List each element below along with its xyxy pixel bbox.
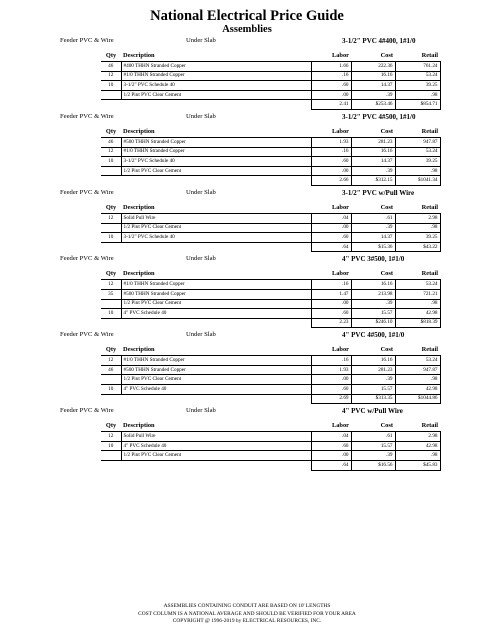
total-retail: $45.83 (395, 461, 440, 471)
col-cost-header: Cost (351, 421, 395, 432)
col-cost-header: Cost (351, 51, 395, 62)
labor-cell: .00 (311, 223, 351, 233)
total-retail: $1041.34 (395, 176, 440, 186)
labor-cell: 1.93 (311, 137, 351, 147)
qty-cell: 46 (101, 62, 121, 72)
total-retail: $854.71 (395, 100, 440, 110)
description-cell: Solid Pull Wire (121, 213, 311, 223)
assembly-sections (60, 35, 440, 472)
col-labor-header: Labor (311, 203, 351, 214)
section-header (60, 329, 440, 341)
cost-cell: 15.57 (351, 309, 395, 319)
section-header (60, 187, 440, 199)
retail-cell: .98 (395, 451, 440, 461)
col-retail-header: Retail (395, 421, 440, 432)
labor-cell: .16 (311, 71, 351, 81)
qty-cell: 10 (101, 81, 121, 91)
total-retail: $43.22 (395, 242, 440, 252)
labor-cell: .60 (311, 157, 351, 167)
labor-cell: .00 (311, 166, 351, 176)
total-cost: $246.10 (351, 318, 395, 328)
col-description-header: Description (121, 269, 311, 280)
footer-line: COPYRIGHT @ 1996-2019 by ELECTRICAL RESOURCES, INC. (172, 618, 322, 625)
cost-cell: .61 (351, 213, 395, 223)
col-description-header: Description (121, 51, 311, 62)
labor-cell: .60 (311, 233, 351, 243)
labor-cell: .00 (311, 451, 351, 461)
retail-cell: 947.87 (395, 137, 440, 147)
table-row (101, 451, 440, 461)
qty-cell: 46 (101, 137, 121, 147)
table-row (101, 356, 440, 366)
retail-cell: 39.25 (395, 81, 440, 91)
section-location: Under Slab (186, 112, 216, 120)
labor-cell: .16 (311, 280, 351, 290)
col-description-header: Description (121, 127, 311, 138)
totals-row (101, 100, 440, 110)
items-table (101, 51, 441, 110)
description-cell: #1/0 THHN Stranded Copper (121, 147, 311, 157)
description-cell: #1/0 THHN Stranded Copper (121, 356, 311, 366)
section-header (60, 35, 440, 47)
items-table (101, 203, 441, 252)
retail-cell: .98 (395, 223, 440, 233)
retail-cell: 761.24 (395, 62, 440, 72)
assembly-name: 3-1/2" PVC w/Pull Wire (342, 188, 415, 197)
description-cell: 3-1/2" PVC Schedule 40 (121, 157, 311, 167)
assembly-name: 4" PVC 4#500, 1#1/0 (342, 331, 405, 340)
retail-cell: 2.98 (395, 213, 440, 223)
col-description-header: Description (121, 345, 311, 356)
col-retail-header: Retail (395, 203, 440, 214)
table-header-row (101, 345, 440, 356)
col-retail-header: Retail (395, 269, 440, 280)
qty-cell: 12 (101, 213, 121, 223)
totals-row (101, 461, 440, 471)
table-row (101, 213, 440, 223)
description-cell: 1/2 Pint PVC Clear Cement (121, 223, 311, 233)
total-cost: $15.36 (351, 242, 395, 252)
description-cell: #500 THHN Stranded Copper (121, 365, 311, 375)
table-row (101, 233, 440, 243)
section-category: Feeder PVC & Wire (60, 407, 114, 415)
total-retail: $818.39 (395, 318, 440, 328)
section-header (60, 405, 440, 417)
section-category: Feeder PVC & Wire (60, 255, 114, 263)
description-cell: Solid Pull Wire (121, 432, 311, 442)
labor-cell: .04 (311, 213, 351, 223)
total-labor: 2.69 (311, 394, 351, 404)
description-cell: #1/0 THHN Stranded Copper (121, 71, 311, 81)
table-row (101, 223, 440, 233)
section-category: Feeder PVC & Wire (60, 37, 114, 44)
col-retail-header: Retail (395, 127, 440, 138)
labor-cell: .16 (311, 356, 351, 366)
qty-cell: 12 (101, 147, 121, 157)
assembly-section (60, 253, 440, 328)
description-cell: #500 THHN Stranded Copper (121, 289, 311, 299)
table-row (101, 147, 440, 157)
table-row (101, 299, 440, 309)
assembly-name: 4" PVC w/Pull Wire (342, 407, 403, 416)
qty-cell: 35 (101, 289, 121, 299)
col-qty-header: Qty (101, 203, 121, 214)
cost-cell: 16.16 (351, 71, 395, 81)
section-location: Under Slab (186, 188, 216, 196)
col-qty-header: Qty (101, 127, 121, 138)
assembly-name: 3-1/2" PVC 4#400, 1#1/0 (342, 37, 416, 45)
description-cell: 3-1/2" PVC Schedule 40 (121, 81, 311, 91)
qty-cell: 46 (101, 365, 121, 375)
table-header-row (101, 203, 440, 214)
items-table (101, 345, 441, 404)
cost-cell: 222.36 (351, 62, 395, 72)
qty-cell: 12 (101, 356, 121, 366)
col-qty-header: Qty (101, 421, 121, 432)
cost-cell: .39 (351, 299, 395, 309)
retail-cell: 53.24 (395, 280, 440, 290)
col-qty-header: Qty (101, 269, 121, 280)
qty-cell (101, 223, 121, 233)
section-category: Feeder PVC & Wire (60, 112, 114, 120)
section-header (60, 111, 440, 123)
col-qty-header: Qty (101, 51, 121, 62)
assembly-section (60, 187, 440, 252)
footer-notes (0, 603, 494, 626)
col-cost-header: Cost (351, 269, 395, 280)
qty-cell: 12 (101, 280, 121, 290)
page-title: National Electrical Price Guide (150, 8, 344, 24)
cost-cell: 14.37 (351, 233, 395, 243)
description-cell: 1/2 Pint PVC Clear Cement (121, 451, 311, 461)
assembly-section (60, 111, 440, 186)
table-row (101, 81, 440, 91)
items-table (101, 269, 441, 328)
description-cell: 1/2 Pint PVC Clear Cement (121, 90, 311, 100)
total-labor: .64 (311, 242, 351, 252)
retail-cell: 42.98 (395, 385, 440, 395)
description-cell: 4" PVC Schedule 40 (121, 385, 311, 395)
total-labor: 2.23 (311, 318, 351, 328)
section-location: Under Slab (186, 407, 216, 415)
cost-cell: .39 (351, 166, 395, 176)
total-cost: $16.56 (351, 461, 395, 471)
labor-cell: .60 (311, 309, 351, 319)
table-row (101, 90, 440, 100)
labor-cell: .00 (311, 375, 351, 385)
description-cell: #400 THHN Stranded Copper (121, 62, 311, 72)
section-header (60, 253, 440, 265)
total-cost: $313.35 (351, 394, 395, 404)
cost-cell: 16.16 (351, 280, 395, 290)
table-row (101, 289, 440, 299)
retail-cell: .98 (395, 299, 440, 309)
totals-row (101, 176, 440, 186)
labor-cell: 1.93 (311, 365, 351, 375)
assembly-name: 3-1/2" PVC 4#500, 1#1/0 (342, 112, 416, 121)
description-cell: 3-1/2" PVC Schedule 40 (121, 233, 311, 243)
labor-cell: .04 (311, 432, 351, 442)
table-row (101, 365, 440, 375)
cost-cell: 14.37 (351, 81, 395, 91)
section-category: Feeder PVC & Wire (60, 188, 114, 196)
retail-cell: 53.24 (395, 356, 440, 366)
table-row (101, 71, 440, 81)
qty-cell: 12 (101, 432, 121, 442)
col-retail-header: Retail (395, 51, 440, 62)
qty-cell (101, 299, 121, 309)
retail-cell: 39.25 (395, 233, 440, 243)
labor-cell: .60 (311, 385, 351, 395)
col-description-header: Description (121, 203, 311, 214)
table-row (101, 441, 440, 451)
cost-cell: 15.57 (351, 441, 395, 451)
retail-cell: .98 (395, 375, 440, 385)
retail-cell: 42.98 (395, 441, 440, 451)
qty-cell (101, 166, 121, 176)
table-row (101, 62, 440, 72)
description-cell: 1/2 Pint PVC Clear Cement (121, 166, 311, 176)
labor-cell: .16 (311, 147, 351, 157)
description-cell: 4" PVC Schedule 40 (121, 309, 311, 319)
table-row (101, 157, 440, 167)
footer-line: ASSEMBLIES CONTAINING CONDUIT ARE BASED ON 10' LENGTHS (163, 603, 331, 609)
cost-cell: .61 (351, 432, 395, 442)
total-cost: $312.15 (351, 176, 395, 186)
qty-cell (101, 451, 121, 461)
retail-cell: .98 (395, 90, 440, 100)
description-cell: 4" PVC Schedule 40 (121, 441, 311, 451)
description-cell: 1/2 Pint PVC Clear Cement (121, 299, 311, 309)
qty-cell (101, 375, 121, 385)
labor-cell: .60 (311, 441, 351, 451)
retail-cell: 53.24 (395, 71, 440, 81)
col-labor-header: Labor (311, 127, 351, 138)
items-table (101, 421, 441, 470)
col-cost-header: Cost (351, 345, 395, 356)
description-cell: #1/0 THHN Stranded Copper (121, 280, 311, 290)
qty-cell: 10 (101, 441, 121, 451)
labor-cell: .60 (311, 81, 351, 91)
col-cost-header: Cost (351, 127, 395, 138)
total-labor: 2.41 (311, 100, 351, 110)
section-location: Under Slab (186, 37, 216, 44)
cost-cell: 213.98 (351, 289, 395, 299)
cost-cell: 16.16 (351, 147, 395, 157)
col-description-header: Description (121, 421, 311, 432)
cost-cell: 16.16 (351, 356, 395, 366)
page-subtitle: Assemblies (222, 24, 272, 35)
retail-cell: .98 (395, 166, 440, 176)
col-qty-header: Qty (101, 345, 121, 356)
total-retail: $1044.86 (395, 394, 440, 404)
assembly-section (60, 329, 440, 404)
col-cost-header: Cost (351, 203, 395, 214)
table-row (101, 309, 440, 319)
table-row (101, 166, 440, 176)
assembly-name: 4" PVC 3#500, 1#1/0 (342, 255, 405, 264)
col-labor-header: Labor (311, 421, 351, 432)
table-header-row (101, 51, 440, 62)
assembly-section (60, 35, 440, 110)
qty-cell: 10 (101, 233, 121, 243)
table-header-row (101, 421, 440, 432)
table-row (101, 280, 440, 290)
total-labor: 2.66 (311, 176, 351, 186)
table-row (101, 375, 440, 385)
labor-cell: .00 (311, 90, 351, 100)
table-row (101, 432, 440, 442)
labor-cell: .00 (311, 299, 351, 309)
qty-cell (101, 90, 121, 100)
table-row (101, 137, 440, 147)
cost-cell: 14.37 (351, 157, 395, 167)
table-header-row (101, 269, 440, 280)
footer-line: COST COLUMN IS A NATIONAL AVERAGE AND SHOULD BE VERIFIED FOR YOUR AREA (138, 610, 356, 617)
cost-cell: .39 (351, 375, 395, 385)
retail-cell: 53.24 (395, 147, 440, 157)
section-location: Under Slab (186, 331, 216, 339)
retail-cell: 42.98 (395, 309, 440, 319)
cost-cell: .39 (351, 90, 395, 100)
retail-cell: 39.25 (395, 157, 440, 167)
table-header-row (101, 127, 440, 138)
table-row (101, 385, 440, 395)
cost-cell: 281.23 (351, 137, 395, 147)
qty-cell: 10 (101, 385, 121, 395)
cost-cell: 281.23 (351, 365, 395, 375)
retail-cell: 2.98 (395, 432, 440, 442)
qty-cell: 10 (101, 157, 121, 167)
cost-cell: .39 (351, 451, 395, 461)
col-labor-header: Labor (311, 269, 351, 280)
col-labor-header: Labor (311, 51, 351, 62)
cost-cell: 15.57 (351, 385, 395, 395)
total-cost: $253.46 (351, 100, 395, 110)
labor-cell: 1.66 (311, 62, 351, 72)
retail-cell: 947.87 (395, 365, 440, 375)
section-location: Under Slab (186, 255, 216, 263)
totals-row (101, 318, 440, 328)
totals-row (101, 394, 440, 404)
col-retail-header: Retail (395, 345, 440, 356)
col-labor-header: Labor (311, 345, 351, 356)
assembly-section (60, 405, 440, 470)
description-cell: 1/2 Pint PVC Clear Cement (121, 375, 311, 385)
items-table (101, 127, 441, 186)
cost-cell: .39 (351, 223, 395, 233)
qty-cell: 10 (101, 309, 121, 319)
description-cell: #500 THHN Stranded Copper (121, 137, 311, 147)
section-category: Feeder PVC & Wire (60, 331, 114, 339)
totals-row (101, 242, 440, 252)
qty-cell: 12 (101, 71, 121, 81)
labor-cell: 1.47 (311, 289, 351, 299)
total-labor: .64 (311, 461, 351, 471)
retail-cell: 721.21 (395, 289, 440, 299)
